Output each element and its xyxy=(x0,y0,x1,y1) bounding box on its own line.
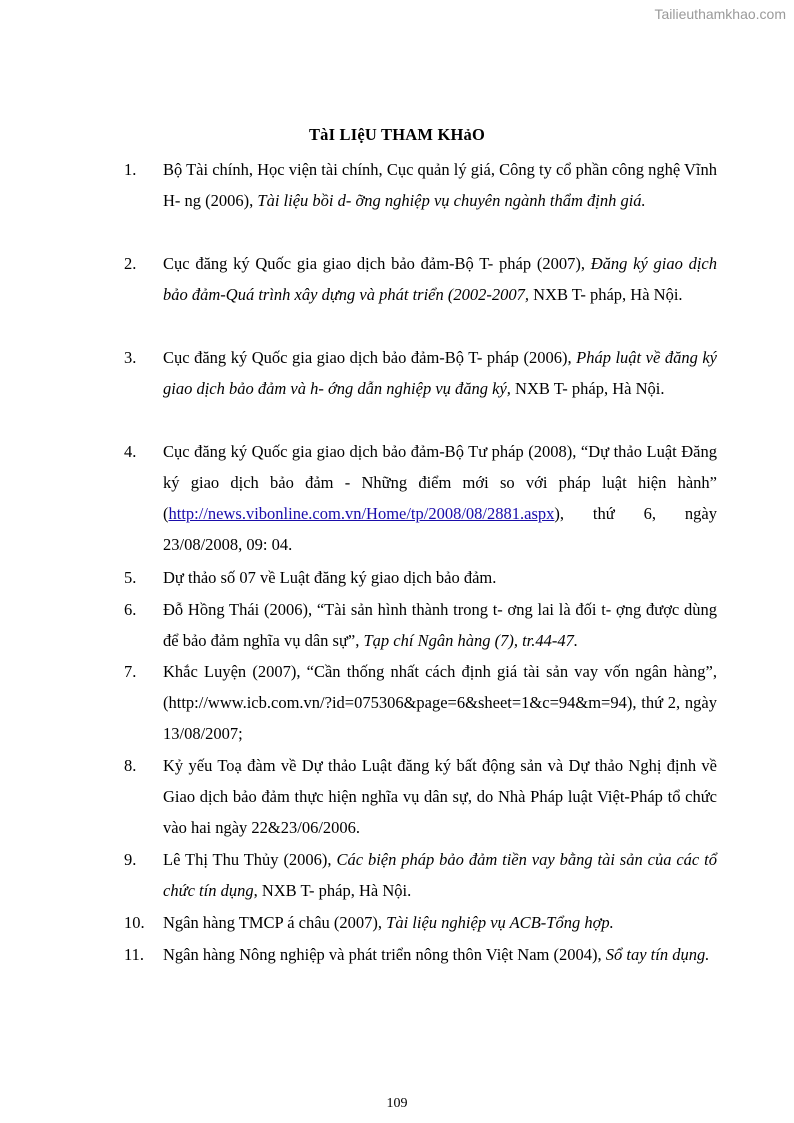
reference-plain-text: Bộ Tài chính, Học viện tài chính, Cục quản lý giá, Công ty cổ phần công nghệ Vĩnh H- ng (2006), xyxy=(163,160,717,210)
reference-plain-text: Cục đăng ký Quốc gia giao dịch bảo đảm-Bộ T- pháp (2007), xyxy=(163,254,591,273)
reference-number: 2. xyxy=(124,254,137,273)
reference-plain-text: Dự thảo số 07 về Luật đăng ký giao dịch bảo đảm. xyxy=(163,568,497,587)
reference-plain-text: , NXB T- pháp, Hà Nội. xyxy=(253,881,412,900)
reference-italic-text: Pháp luật về đăng ký giao dịch bảo đảm và h- ớng dẫn nghiệp vụ đăng ký, xyxy=(163,348,718,398)
reference-italic-text: Đăng ký giao dịch bảo đảm-Quá trình xây dựng và phát triển (2002-2007, xyxy=(163,254,718,304)
reference-plain-text: ), thứ 6, ngày 23/08/2008, 09: 04. xyxy=(163,504,717,554)
reference-plain-text: Kỷ yếu Toạ đàm về Dự thảo Luật đăng ký bất động sản và Dự thảo Nghị định về Giao dịch bảo đảm thực hiện nghĩa vụ dân sự, do Nhà Pháp luật Việt-Pháp tổ chức vào hai ngày 22&23/06/2006. xyxy=(163,756,717,837)
reference-text xyxy=(163,656,717,749)
reference-text xyxy=(163,562,717,593)
reference-number: 9. xyxy=(124,850,137,869)
reference-plain-text: Đỗ Hồng Thái (2006), “Tài sản hình thành trong t- ơng lai là đối t- ợng được dùng để bảo đảm nghĩa vụ dân sự”, xyxy=(163,600,717,650)
reference-plain-text: Cục đăng ký Quốc gia giao dịch bảo đảm-Bộ T- pháp (2006), xyxy=(163,348,577,367)
reference-text xyxy=(163,939,717,970)
reference-plain-text: NXB T- pháp, Hà Nội. xyxy=(510,379,665,398)
reference-number: 4. xyxy=(124,442,137,461)
reference-number: 5. xyxy=(124,568,137,587)
reference-number: 7. xyxy=(124,662,137,681)
reference-italic-text: Sổ tay tín dụng. xyxy=(605,945,710,964)
reference-text xyxy=(163,907,717,938)
reference-italic-text: Tạp chí Ngân hàng (7), tr.44-47. xyxy=(363,631,578,650)
reference-italic-text: Tài liệu nghiệp vụ ACB-Tổng hợp. xyxy=(386,913,614,932)
reference-italic-text: Các biện pháp bảo đảm tiền vay bằng tài sản của các tổ chức tín dụng xyxy=(163,850,717,900)
reference-number: 10. xyxy=(124,913,145,932)
page-number: 109 xyxy=(386,1096,408,1111)
page-title: TàI LIệU THAM KHảO xyxy=(308,125,486,144)
reference-number: 11. xyxy=(124,945,145,964)
reference-link[interactable]: http://news.vibonline.com.vn/Home/tp/2008/08/2881.aspx xyxy=(168,504,555,523)
reference-text xyxy=(163,436,717,560)
reference-text xyxy=(163,154,717,216)
reference-number: 3. xyxy=(124,348,137,367)
reference-text xyxy=(163,844,717,906)
reference-number: 8. xyxy=(124,756,137,775)
reference-text xyxy=(163,342,717,404)
reference-plain-text: Cục đăng ký Quốc gia giao dịch bảo đảm-Bộ Tư pháp (2008), “Dự thảo Luật Đăng ký giao dịch bảo đảm - Những điểm mới so với pháp luật hiện hành” ( xyxy=(163,442,717,523)
reference-number: 6. xyxy=(124,600,137,619)
reference-italic-text: Tài liệu bồi d- ỡng nghiệp vụ chuyên ngành thẩm định giá. xyxy=(257,191,646,210)
watermark: Tailieuthamkhao.com xyxy=(654,6,786,22)
reference-plain-text: NXB T- pháp, Hà Nội. xyxy=(529,285,683,304)
reference-text xyxy=(163,750,717,843)
reference-plain-text: Ngân hàng TMCP á châu (2007), xyxy=(163,913,387,932)
reference-plain-text: Ngân hàng Nông nghiệp và phát triển nông thôn Việt Nam (2004), xyxy=(163,945,606,964)
reference-text xyxy=(163,248,717,310)
reference-plain-text: Lê Thị Thu Thủy (2006), xyxy=(163,850,337,869)
reference-text xyxy=(163,594,717,656)
reference-plain-text: Khắc Luyện (2007), “Cần thống nhất cách định giá tài sản vay vốn ngân hàng”,(http://www.icb.com.vn/?id=075306&page=6&sheet=1&c=94&m=94), thứ 2, ngày 13/08/2007; xyxy=(163,662,717,743)
reference-number: 1. xyxy=(124,160,137,179)
